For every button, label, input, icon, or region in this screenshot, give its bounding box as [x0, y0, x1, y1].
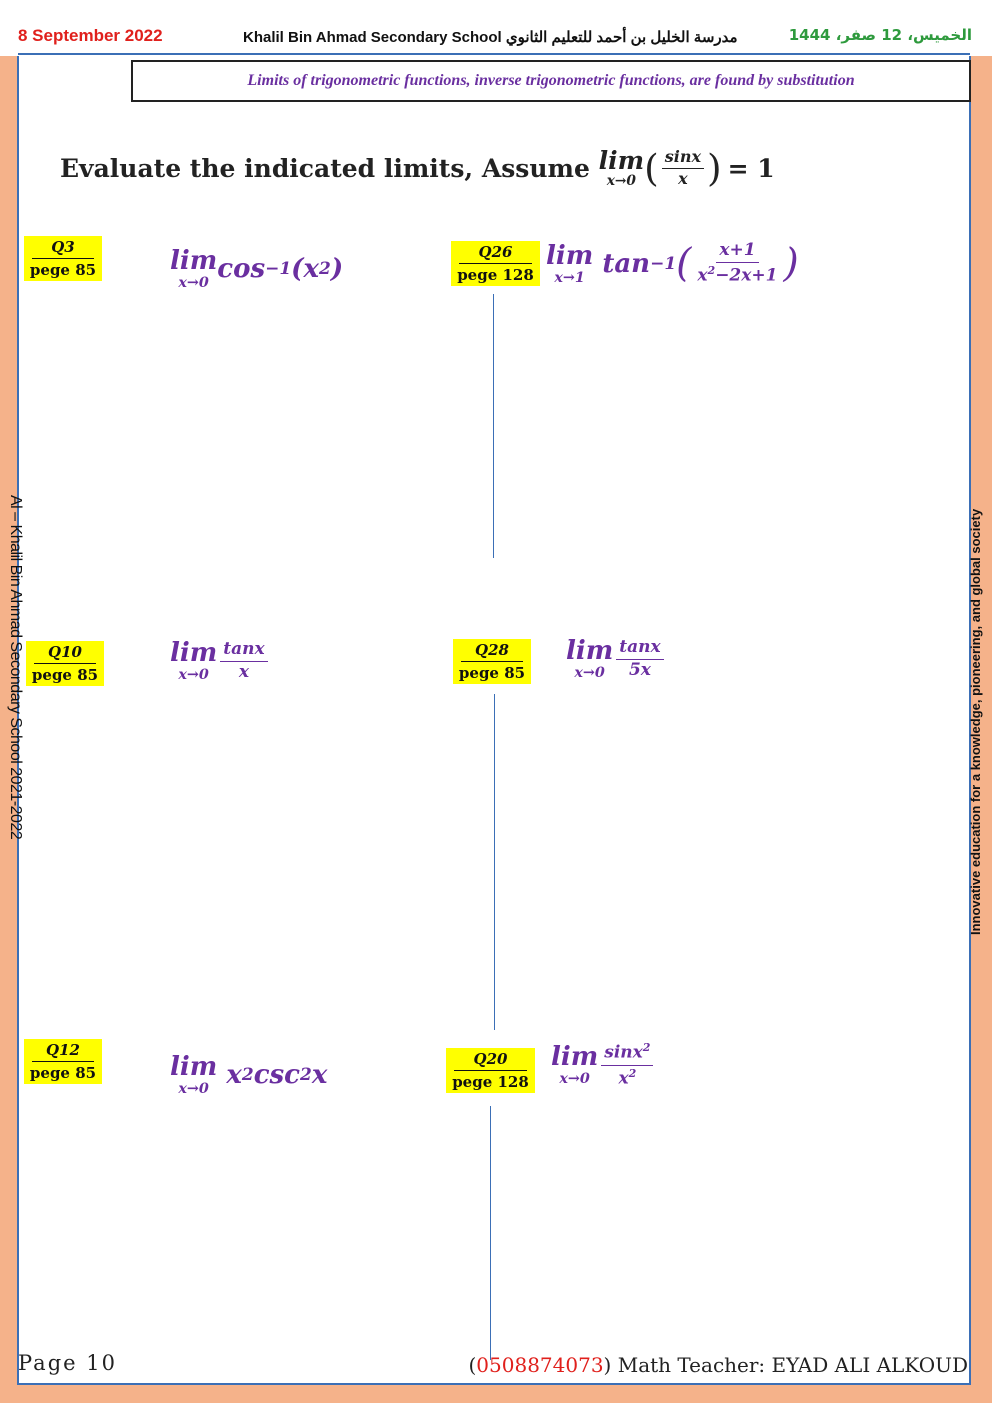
question-label-q10 — [26, 641, 104, 686]
lim-approach: x→0 — [559, 1070, 590, 1087]
side-school-caption: Al – Khalil Bin Ahmad Secondary School 2021-2022 — [7, 495, 24, 840]
instruction-lim — [599, 148, 644, 189]
superscript: 2 — [318, 259, 331, 280]
lim-approach: x→0 — [606, 173, 637, 189]
question-number: Q12 — [32, 1041, 94, 1062]
column-divider — [494, 694, 495, 1030]
question-label-q3 — [24, 236, 102, 281]
function-name: csc — [253, 1060, 300, 1091]
lim-word: lim — [546, 240, 594, 271]
question-page: pege 85 — [29, 1064, 97, 1082]
superscript: −1 — [265, 259, 292, 280]
argument: (x — [291, 254, 319, 285]
superscript: 2 — [628, 1066, 637, 1080]
lim — [170, 640, 217, 682]
den-term: x — [618, 1068, 629, 1089]
lim-word: lim — [551, 1041, 599, 1072]
fraction-denominator: x — [678, 168, 688, 188]
column-divider — [493, 294, 494, 558]
lim — [170, 1054, 217, 1096]
instruction-fraction — [662, 149, 704, 188]
header-divider — [18, 53, 970, 55]
question-number: Q28 — [461, 641, 523, 662]
question-expression-q3 — [170, 248, 343, 290]
lim — [566, 638, 613, 680]
lim-word: lim — [170, 246, 218, 276]
function-name: cos — [217, 254, 266, 285]
question-page: pege 128 — [452, 1073, 529, 1091]
superscript: 2 — [300, 1065, 312, 1086]
question-page: pege 85 — [29, 261, 97, 279]
fraction-denominator — [694, 263, 780, 286]
fraction-numerator: tanx — [616, 639, 663, 660]
superscript: −1 — [650, 253, 677, 274]
fraction-denominator: x — [238, 661, 250, 682]
lim-approach: x→0 — [178, 667, 209, 683]
fraction — [220, 638, 267, 682]
question-expression-q20 — [551, 1042, 656, 1088]
question-number: Q26 — [459, 243, 532, 264]
paren-open: ( — [676, 241, 692, 287]
topic-box — [131, 60, 971, 102]
fraction-numerator: sinx — [662, 149, 704, 169]
instruction — [60, 145, 775, 190]
lim-word: lim — [170, 1052, 218, 1082]
fraction-denominator — [615, 1066, 639, 1089]
paren-close: ) — [707, 145, 722, 190]
term: x — [311, 1060, 328, 1091]
question-label-q20 — [446, 1048, 535, 1093]
instruction-text: Evaluate the indicated limits, Assume — [60, 153, 590, 183]
fraction-numerator: x+1 — [716, 242, 758, 263]
den-term: −2x+1 — [715, 265, 778, 286]
question-number: Q10 — [34, 643, 96, 664]
fraction-numerator: tanx — [220, 641, 267, 662]
fraction — [601, 1042, 653, 1088]
header-school-name: Khalil Bin Ahmad Secondary School مدرسة الخليل بن أحمد للتعليم الثانوي — [243, 29, 738, 46]
num-term: sinx — [604, 1042, 643, 1063]
question-expression-q10 — [170, 640, 271, 682]
den-term: x — [697, 265, 708, 286]
superscript: 2 — [707, 263, 716, 277]
superscript: 2 — [642, 1041, 651, 1054]
phone-paren: ( — [468, 1353, 477, 1377]
question-label-q28 — [453, 639, 531, 684]
phone-paren: ) — [603, 1353, 612, 1377]
fraction-denominator: 5x — [628, 659, 651, 680]
question-label-q12 — [24, 1039, 102, 1084]
phone-number: 0508874073 — [476, 1353, 604, 1377]
header-hijri-date: الخميس، 12 صفر، 1444 — [788, 26, 972, 44]
fraction-numerator — [601, 1042, 653, 1066]
paren-close: ) — [783, 241, 799, 287]
question-page: pege 85 — [31, 666, 99, 684]
question-expression-q28 — [566, 638, 667, 680]
topic-text: Limits of trigonometric functions, inverse trigonometric functions, are found by substitution — [247, 72, 855, 89]
teacher-name: Math Teacher: EYAD ALI ALKOUD — [611, 1353, 968, 1377]
lim — [546, 240, 594, 286]
column-divider — [490, 1106, 491, 1360]
lim-word: lim — [566, 636, 614, 666]
question-page: pege 85 — [458, 664, 526, 682]
lim — [170, 248, 217, 290]
function-name: tan — [602, 248, 651, 279]
header-date: 8 September 2022 — [18, 26, 163, 45]
side-motto: Innovative education for a knowledge, pioneering, and global society — [968, 508, 983, 935]
superscript: 2 — [241, 1065, 254, 1086]
fraction — [694, 242, 780, 285]
question-expression-q26 — [546, 242, 799, 285]
instruction-equals: = 1 — [727, 153, 775, 183]
lim-approach: x→0 — [178, 1081, 209, 1097]
lim-approach: x→0 — [574, 665, 605, 681]
fraction — [616, 636, 663, 680]
lim-approach: x→0 — [178, 275, 209, 291]
lim-word: lim — [170, 638, 218, 668]
question-label-q26 — [451, 241, 540, 286]
teacher-credit — [468, 1353, 968, 1377]
question-expression-q12 — [170, 1054, 327, 1096]
lim-approach: x→1 — [554, 269, 585, 286]
question-number: Q3 — [32, 238, 94, 259]
term: x — [226, 1060, 242, 1091]
argument-close: ) — [330, 254, 344, 285]
question-number: Q20 — [454, 1050, 527, 1071]
question-page: pege 128 — [457, 266, 534, 284]
lim — [551, 1041, 599, 1087]
lim-word: lim — [598, 146, 645, 175]
page-number: Page 10 — [18, 1351, 117, 1375]
paren-open: ( — [644, 145, 659, 190]
